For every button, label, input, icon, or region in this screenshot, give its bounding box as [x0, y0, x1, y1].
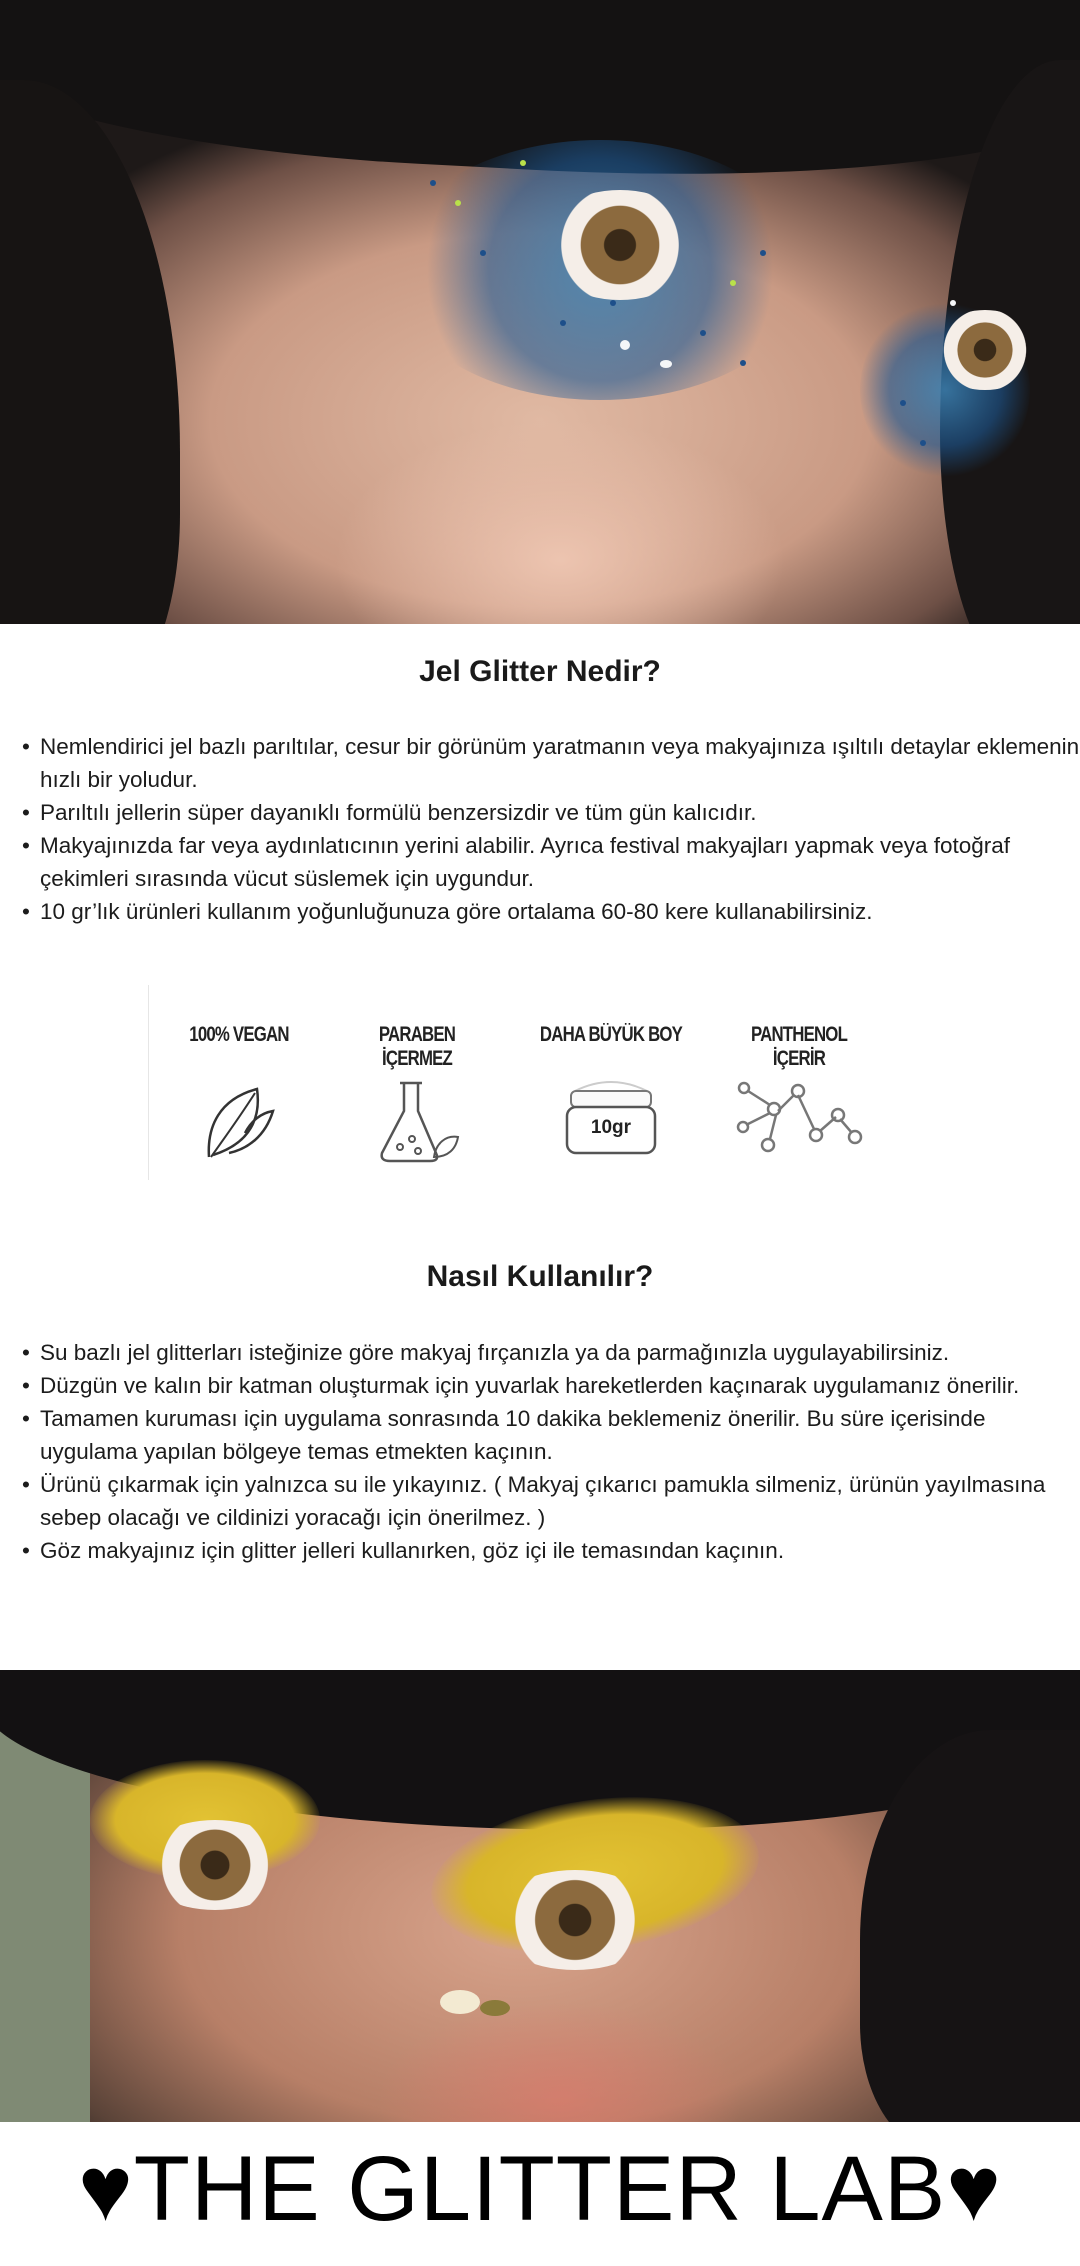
- list-item: • Nemlendirici jel bazlı parıltılar, cesur bir görünüm yaratmanın veya makyajınıza ışıltılı detaylar eklemenin hızlı bir yoludur.: [20, 730, 1080, 796]
- feature-vegan: [149, 985, 329, 1180]
- feature-label: PANTHENOL İÇERİR: [750, 1023, 848, 1070]
- feature-bigger-size: [521, 985, 701, 1180]
- list-item: • Makyajınızda far veya aydınlatıcının yerini alabilir. Ayrıca festival makyajları yapmak veya fotoğraf çekimleri sırasında vücut süslemek için uygundur.: [20, 829, 1080, 895]
- jar-label: 10gr: [590, 1117, 632, 1138]
- feature-paraben-free: [327, 985, 507, 1180]
- heart-icon: ♥: [78, 2138, 134, 2240]
- flask-icon: [372, 1077, 462, 1171]
- section-title-how-to-use: Nasıl Kullanılır?: [426, 1260, 654, 1293]
- section-title-what-is: Jel Glitter Nedir?: [419, 655, 661, 688]
- feature-label: PARABEN İÇERMEZ: [378, 1023, 456, 1070]
- feature-label: DAHA BÜYÜK BOY: [539, 1023, 683, 1046]
- feature-label: 100% VEGAN: [189, 1023, 289, 1046]
- leaf-icon: [199, 1077, 279, 1167]
- list-item: • Göz makyajınız için glitter jelleri kullanırken, göz içi ile temasından kaçının.: [20, 1534, 1080, 1567]
- hero-eye-right: [930, 310, 1040, 390]
- jar-icon: [561, 1077, 661, 1157]
- list-item: • Düzgün ve kalın bir katman oluşturmak için yuvarlak hareketlerden kaçınarak uygulamanız önerilir.: [20, 1369, 1080, 1402]
- list-item: • Ürünü çıkarmak için yalnızca su ile yıkayınız. ( Makyaj çıkarıcı pamukla silmeniz, ürünün yayılmasına sebep olacağı ve cildinizi yoracağı için önerilmez. ): [20, 1468, 1080, 1534]
- molecule-icon: [734, 1077, 864, 1161]
- list-item: • Su bazlı jel glitterları isteğinize göre makyaj fırçanızla ya da parmağınızla uygulayabilirsiniz.: [20, 1336, 1080, 1369]
- makeup-photo: [0, 1670, 1080, 2122]
- feature-panthenol: [709, 985, 889, 1180]
- list-item: • 10 gr’lık ürünleri kullanım yoğunluğunuza göre ortalama 60-80 kere kullanabilirsiniz.: [20, 895, 1080, 928]
- heart-icon: ♥: [946, 2138, 1002, 2240]
- brand-footer: [0, 2130, 1080, 2248]
- how-to-use-list: [20, 1336, 1080, 1567]
- hero-eye: [540, 190, 700, 300]
- list-item: • Tamamen kuruması için uygulama sonrasında 10 dakika beklemeniz önerilir. Bu süre içerisinde uygulama yapılan bölgeye temas etmekten kaçının.: [20, 1402, 1080, 1468]
- hero-hair-left: [0, 80, 180, 624]
- list-item: • Parıltılı jellerin süper dayanıklı formülü benzersizdir ve tüm gün kalıcıdır.: [20, 796, 1080, 829]
- photo-eye-right: [490, 1870, 660, 1970]
- hero-image: [0, 0, 1080, 624]
- photo-eye-left: [140, 1820, 290, 1910]
- brand-name: THE GLITTER LAB: [133, 2138, 947, 2240]
- feature-badges: [148, 985, 900, 1180]
- what-is-list: [20, 730, 1080, 928]
